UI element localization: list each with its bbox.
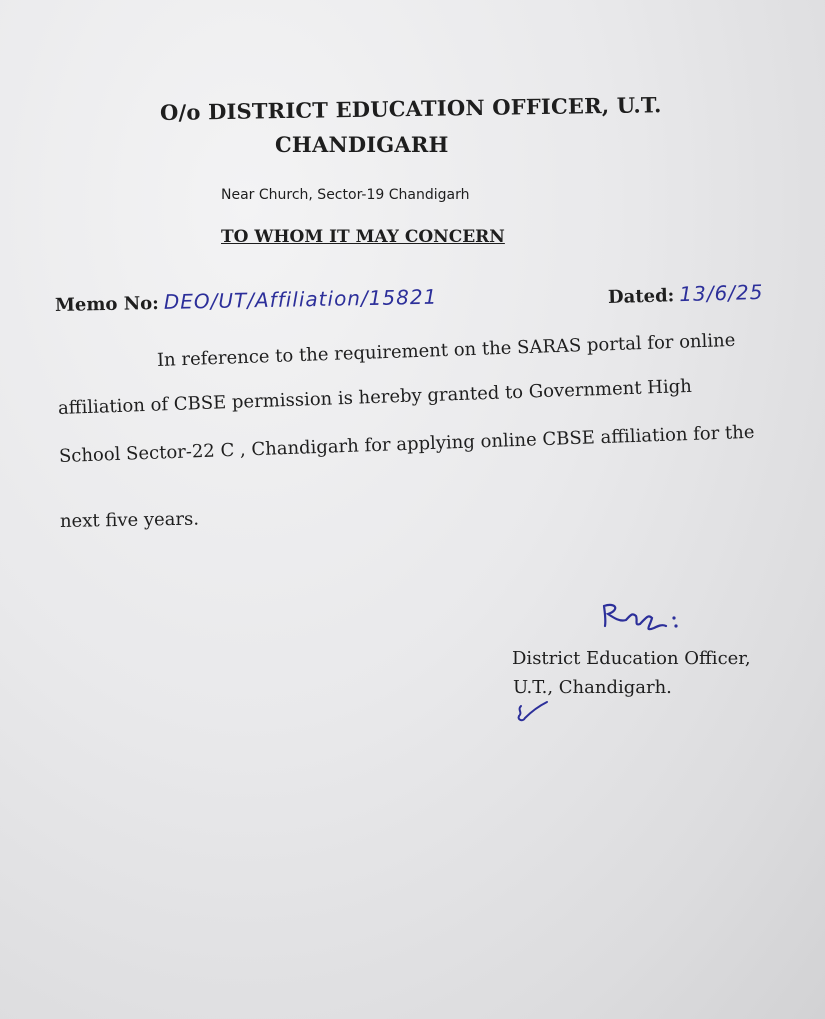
office-title-line2: CHANDIGARH <box>275 132 449 157</box>
dated-label: Dated: <box>607 285 675 308</box>
office-address: Near Church, Sector-19 Chandigarh <box>221 187 470 203</box>
document-heading: TO WHOM IT MAY CONCERN <box>221 227 505 247</box>
body-line-2: affiliation of CBSE permission is hereby granted to Government High <box>57 375 693 419</box>
signatory-title: District Education Officer, <box>512 648 751 669</box>
dated-row <box>608 280 764 308</box>
office-title-line1: O/o DISTRICT EDUCATION OFFICER, U.T. <box>159 92 662 125</box>
body-line-4: next five years. <box>59 508 200 532</box>
body-line-1: In reference to the requirement on the SARAS portal for online <box>156 329 736 371</box>
body-line-3: School Sector-22 C , Chandigarh for applying online CBSE affiliation for the <box>58 421 755 467</box>
signature-mark <box>596 596 688 642</box>
signatory-place: U.T., Chandigarh. <box>513 677 672 698</box>
memo-row <box>55 285 438 316</box>
memo-label: Memo No: <box>54 293 160 316</box>
memo-number-handwritten: DEO/UT/Affiliation/15821 <box>163 284 438 314</box>
initial-tick-mark <box>513 700 553 726</box>
date-handwritten: 13/6/25 <box>679 279 764 307</box>
